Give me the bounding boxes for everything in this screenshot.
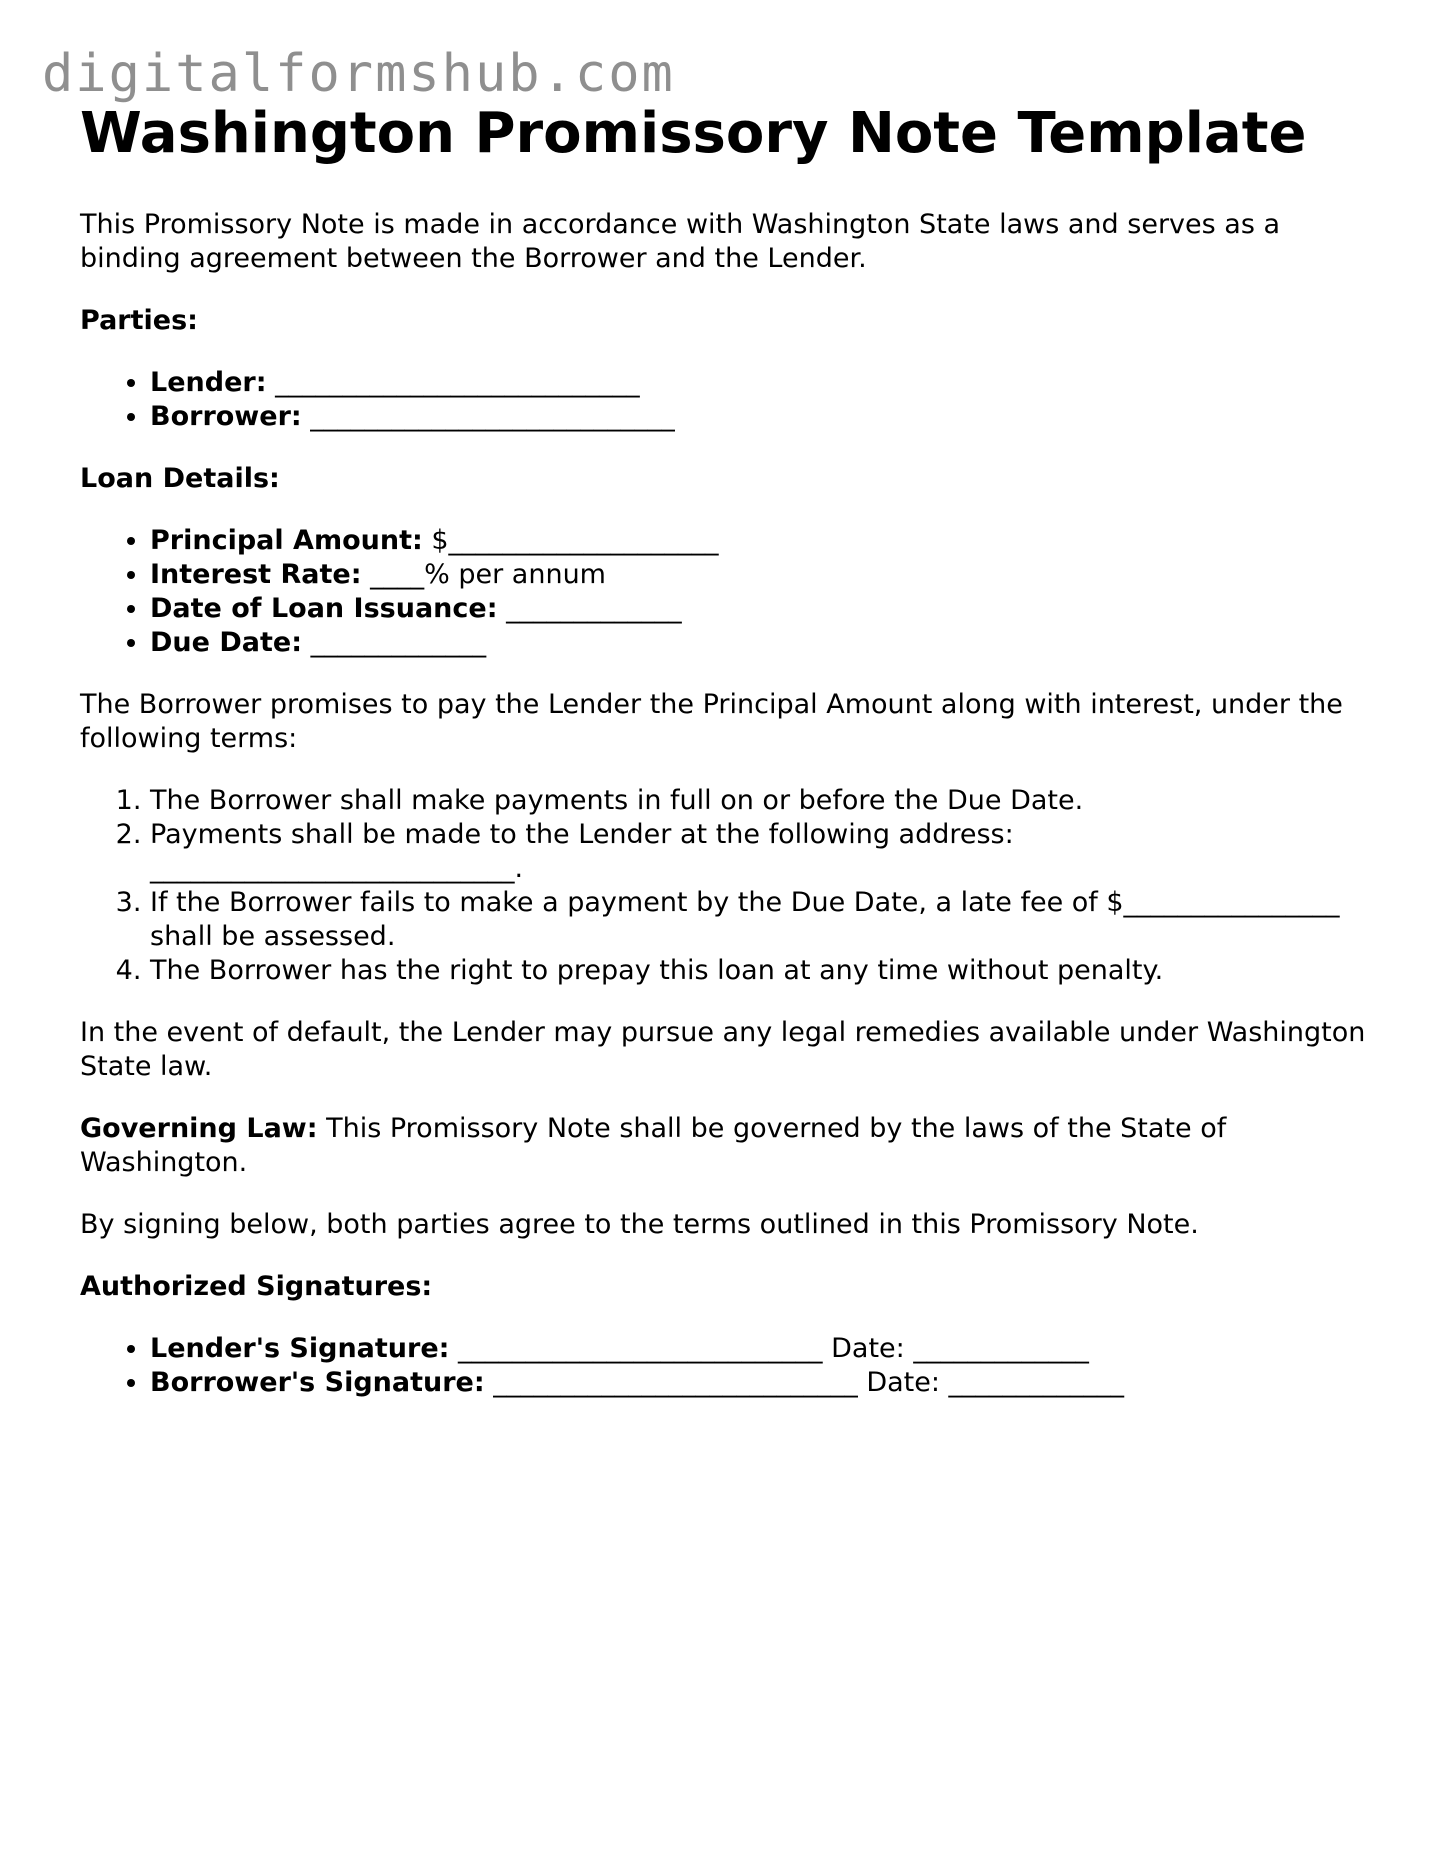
agreement-statement: By signing below, both parties agree to the terms outlined in this Promissory Note. bbox=[80, 1209, 1199, 1240]
issuance-label: Date of Loan Issuance: bbox=[150, 593, 498, 624]
governing-law-label: Governing Law: bbox=[80, 1113, 318, 1144]
list-item bbox=[150, 1366, 1380, 1400]
governing-law-text: This Promissory Note shall be governed by the laws of the State of Washington. bbox=[80, 1113, 1227, 1178]
parties-list bbox=[80, 366, 1380, 434]
governing-law-paragraph bbox=[80, 1112, 1380, 1180]
due-date-field[interactable]: _____________ bbox=[310, 627, 487, 658]
default-clause: In the event of default, the Lender may pursue any legal remedies available under Washington State law. bbox=[80, 1017, 1366, 1082]
due-date-label: Due Date: bbox=[150, 627, 302, 658]
lender-name-field[interactable]: ___________________________ bbox=[275, 367, 640, 398]
watermark-text: digitalformshub.com bbox=[42, 44, 675, 104]
list-item bbox=[150, 592, 1380, 626]
loan-details-heading: Loan Details: bbox=[80, 463, 280, 494]
loan-details-list bbox=[80, 524, 1380, 660]
principal-label: Principal Amount: bbox=[150, 525, 423, 556]
borrower-signature-field[interactable]: ___________________________ Date: _____________ bbox=[493, 1367, 1125, 1398]
term-item: 1. The Borrower shall make payments in full on or before the Due Date. bbox=[150, 784, 1380, 818]
borrower-signature-label: Borrower's Signature: bbox=[150, 1367, 485, 1398]
intro-paragraph: This Promissory Note is made in accordance with Washington State laws and serves as a binding agreement between the Borrower and the Lender. bbox=[80, 209, 1281, 274]
principal-amount-field[interactable]: $____________________ bbox=[431, 525, 719, 556]
terms-list bbox=[80, 784, 1380, 988]
list-item bbox=[150, 366, 1380, 400]
lender-signature-label: Lender's Signature: bbox=[150, 1333, 450, 1364]
issuance-date-field[interactable]: _____________ bbox=[506, 593, 682, 624]
list-item bbox=[150, 626, 1380, 660]
lender-signature-field[interactable]: ___________________________ Date: _____________ bbox=[458, 1333, 1089, 1364]
borrower-label: Borrower: bbox=[150, 401, 302, 432]
parties-heading: Parties: bbox=[80, 305, 198, 336]
list-item bbox=[150, 1332, 1380, 1366]
signatures-list bbox=[80, 1332, 1380, 1400]
list-item bbox=[150, 524, 1380, 558]
document-title: Washington Promissory Note Template bbox=[80, 101, 1307, 166]
interest-label: Interest Rate: bbox=[150, 559, 362, 590]
term-item: 3. If the Borrower fails to make a payment by the Due Date, a late fee of $________________ shall be assessed. bbox=[150, 886, 1380, 954]
term-item: 2. Payments shall be made to the Lender at the following address: ___________________________. bbox=[150, 818, 1380, 886]
interest-rate-field[interactable]: ____% per annum bbox=[370, 559, 606, 590]
borrower-name-field[interactable]: ___________________________ bbox=[310, 401, 675, 432]
terms-intro: The Borrower promises to pay the Lender the Principal Amount along with interest, under the following terms: bbox=[80, 689, 1343, 754]
list-item bbox=[150, 558, 1380, 592]
term-item: 4. The Borrower has the right to prepay this loan at any time without penalty. bbox=[150, 954, 1380, 988]
list-item bbox=[150, 400, 1380, 434]
signatures-heading: Authorized Signatures: bbox=[80, 1271, 433, 1302]
document-body bbox=[80, 100, 1380, 1400]
lender-label: Lender: bbox=[150, 367, 267, 398]
